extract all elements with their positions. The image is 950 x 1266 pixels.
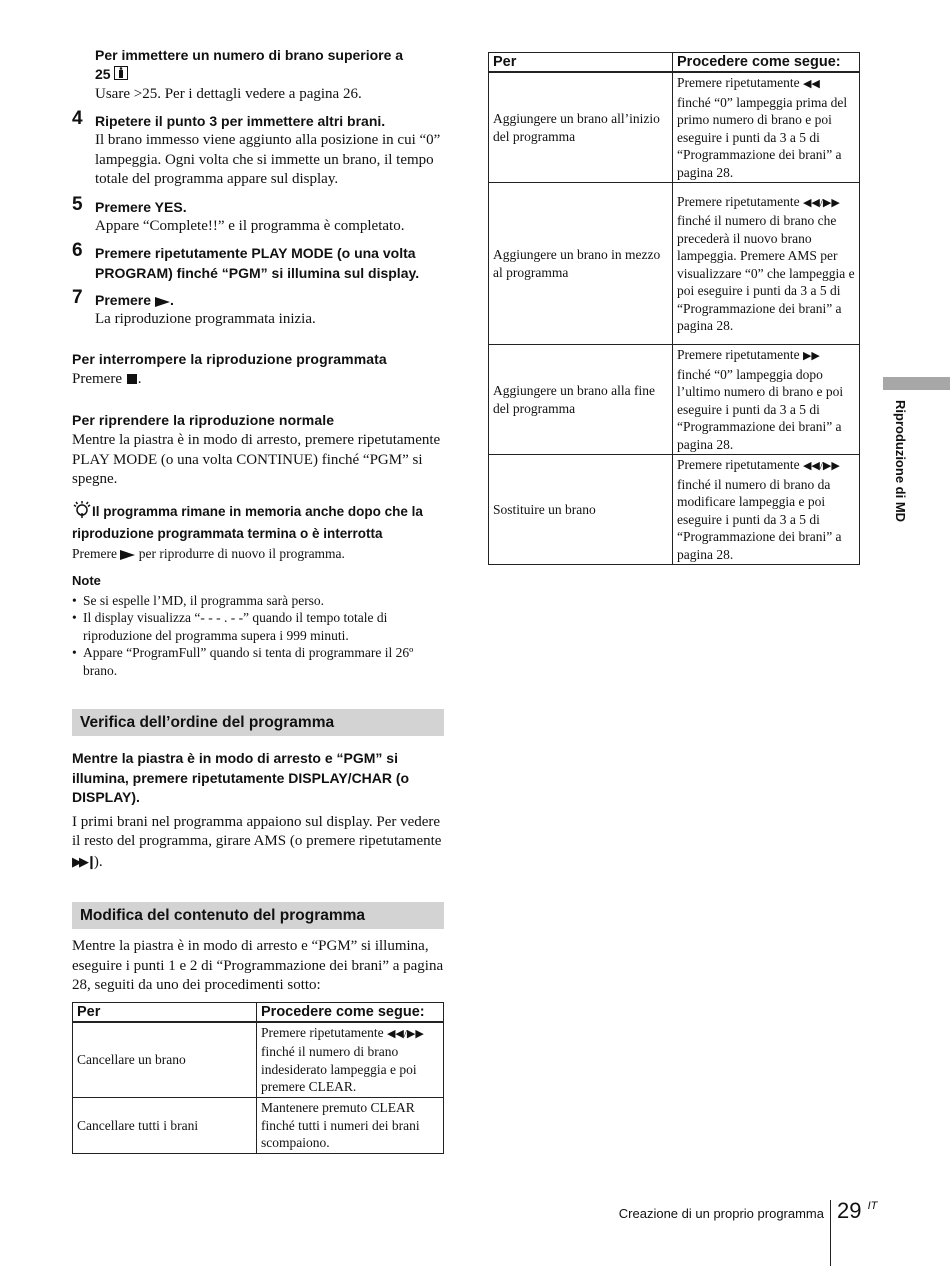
table-cell-per: Aggiungere un brano in mezzo al programma bbox=[489, 183, 673, 345]
page-language: IT bbox=[867, 1200, 878, 1212]
step-number: 5 bbox=[72, 193, 83, 215]
procedure-pre: Premere ripetutamente bbox=[677, 193, 800, 209]
modify-table bbox=[72, 1002, 444, 1154]
step-7 bbox=[72, 287, 444, 330]
remote-icon bbox=[114, 66, 128, 85]
table-cell-per: Cancellare un brano bbox=[73, 1022, 257, 1098]
step-title: Premere YES. bbox=[95, 198, 187, 215]
intro-heading-line1: Per immettere un numero di brano superiore a bbox=[95, 47, 404, 63]
footer-divider bbox=[830, 1200, 831, 1266]
table-cell-per: Aggiungere un brano all’inizio del programma bbox=[489, 72, 673, 183]
right-column bbox=[488, 52, 860, 565]
note-item: • Il display visualizza “- - - . - -” quando il tempo totale di riproduzione del programma supera i 999 minuti. bbox=[72, 609, 444, 644]
table-row bbox=[489, 72, 860, 183]
next-track-icon: ▶▶❙ bbox=[72, 853, 94, 869]
tip-text bbox=[72, 545, 444, 563]
table-cell-procedure bbox=[673, 72, 860, 183]
tip-text-pre: Premere bbox=[72, 545, 117, 561]
note-list bbox=[72, 592, 444, 680]
table-cell-procedure bbox=[673, 455, 860, 565]
table-header-procedure: Procedere come segue: bbox=[673, 53, 860, 73]
note-block bbox=[72, 571, 444, 680]
stop-heading: Per interrompere la riproduzione programmata bbox=[72, 350, 387, 367]
table-header-per: Per bbox=[489, 53, 673, 73]
step-title: Ripetere il punto 3 per immettere altri brani. bbox=[95, 113, 386, 130]
procedure-pre: Premere ripetutamente bbox=[261, 1024, 384, 1040]
note-item: • Se si espelle l’MD, il programma sarà perso. bbox=[72, 592, 444, 610]
tip-heading bbox=[72, 501, 444, 543]
play-icon bbox=[120, 550, 135, 560]
table-cell-per: Sostituire un brano bbox=[489, 455, 673, 565]
skip-buttons-icon: ◀◀/▶▶ bbox=[386, 1027, 424, 1040]
modify-text: Mentre la piastra è in modo di arresto e “PGM” si illumina, eseguire i punti 1 e 2 di “Programmazione dei brani” a pagina 28, seguiti da uno dei procedimenti sotto: bbox=[72, 938, 444, 994]
verify-section-title: Verifica dell’ordine del programma bbox=[72, 709, 444, 736]
verify-text-end: ). bbox=[93, 853, 103, 870]
stop-icon bbox=[127, 374, 137, 384]
table-header-per: Per bbox=[73, 1002, 257, 1022]
intro-heading-line2: 25 bbox=[95, 66, 111, 82]
step-title-end: . bbox=[169, 292, 174, 309]
verify-instruction: Mentre la piastra è in modo di arresto e “PGM” si illumina, premere ripetutamente DISPLAY/CHAR (o DISPLAY). bbox=[72, 750, 410, 806]
procedure-pre: Premere ripetutamente bbox=[677, 75, 800, 90]
resume-heading: Per riprendere la riproduzione normale bbox=[72, 412, 335, 429]
stop-text bbox=[72, 370, 444, 390]
step-title bbox=[95, 290, 444, 310]
stop-text-post: . bbox=[137, 370, 142, 387]
add-table bbox=[488, 52, 860, 565]
verify-text-body: I primi brani nel programma appaiono sul display. Per vedere il resto del programma, girare AMS (o premere ripetutamente bbox=[72, 813, 442, 850]
intro-block bbox=[72, 46, 444, 104]
tip-text-post: per riprodurre di nuovo il programma. bbox=[138, 545, 345, 561]
tip-heading-text: Il programma rimane in memoria anche dopo che la riproduzione programmata termina o è interrotta bbox=[72, 503, 423, 541]
resume-text: Mentre la piastra è in modo di arresto, premere ripetutamente PLAY MODE (o una volta CONTINUE) finché “PGM” si spegne. bbox=[72, 432, 441, 488]
skip-buttons-icon: ◀◀/▶▶ bbox=[802, 460, 840, 472]
table-cell-per: Aggiungere un brano alla fine del programma bbox=[489, 345, 673, 455]
stop-text-pre: Premere bbox=[72, 370, 122, 387]
table-row bbox=[489, 183, 860, 345]
skip-buttons-icon: ◀◀/▶▶ bbox=[802, 196, 840, 209]
table-cell-procedure bbox=[257, 1022, 444, 1098]
table-row bbox=[73, 1097, 444, 1153]
step-4 bbox=[72, 108, 444, 190]
table-header-row bbox=[73, 1002, 444, 1022]
step-title: Premere ripetutamente PLAY MODE (o una volta PROGRAM) finché “PGM” si illumina sul display. bbox=[95, 245, 420, 282]
procedure-post: finché il numero di brano da modificare lampeggia e poi eseguire i punti da 3 a 5 di “Programmazione dei brani” a pagina 28. bbox=[677, 476, 842, 562]
table-row bbox=[73, 1022, 444, 1098]
procedure-post: finché il numero di brano che precederà il nuovo brano lampeggia. Premere AMS per visualizzare “0” che lampeggia e poi eseguire i punti da 3 a 5 di “Programmazione dei brani” a pagina 28. bbox=[677, 213, 855, 333]
table-cell-procedure bbox=[673, 183, 860, 345]
procedure-post: finché “0” lampeggia dopo l’ultimo numero di brano e poi eseguire i punti da 3 a 5 di “Programmazione dei brani” a pagina 28. bbox=[677, 366, 844, 452]
note-label: Note bbox=[72, 572, 101, 588]
step-body: Appare “Complete!!” e il programma è completato. bbox=[95, 217, 405, 234]
side-tab-marker bbox=[883, 377, 950, 390]
footer-section-title: Creazione di un proprio programma bbox=[618, 1206, 824, 1221]
step-number: 6 bbox=[72, 240, 83, 262]
table-cell-per: Cancellare tutti i brani bbox=[73, 1097, 257, 1153]
step-6 bbox=[72, 240, 444, 283]
intro-heading bbox=[95, 46, 444, 85]
step-title-text: Premere bbox=[95, 292, 152, 309]
left-column bbox=[72, 46, 444, 1154]
side-tab-label: Riproduzione di MD bbox=[893, 400, 908, 523]
step-body: La riproduzione programmata inizia. bbox=[95, 311, 316, 328]
modify-section-title: Modifica del contenuto del programma bbox=[72, 902, 444, 929]
lightbulb-icon bbox=[72, 501, 92, 524]
table-row bbox=[489, 345, 860, 455]
step-number: 4 bbox=[72, 108, 83, 130]
procedure-post: finché il numero di brano indesiderato lampeggia e poi premere CLEAR. bbox=[261, 1044, 417, 1095]
table-header-procedure: Procedere come segue: bbox=[257, 1002, 444, 1022]
note-item: • Appare “ProgramFull” quando si tenta di programmare il 26º brano. bbox=[72, 644, 444, 679]
intro-text: Usare >25. Per i dettagli vedere a pagina 26. bbox=[95, 85, 362, 102]
procedure-post: finché “0” lampeggia prima del primo numero di brano e poi eseguire i punti da 3 a 5 di “Programmazione dei brani” a pagina 28. bbox=[677, 94, 848, 180]
fast-forward-icon: ▶▶ bbox=[802, 350, 820, 362]
step-number: 7 bbox=[72, 287, 83, 309]
step-body: Il brano immesso viene aggiunto alla posizione in cui “0” lampeggia. Ogni volta che si immette un brano, il tempo totale del programma appare sul display. bbox=[95, 132, 441, 188]
table-row bbox=[489, 455, 860, 565]
verify-text bbox=[72, 813, 444, 873]
play-icon bbox=[155, 297, 170, 307]
procedure-pre: Premere ripetutamente bbox=[677, 347, 800, 362]
procedure-pre: Premere ripetutamente bbox=[677, 457, 800, 472]
table-cell-procedure: Mantenere premuto CLEAR finché tutti i numeri dei brani scompaiono. bbox=[257, 1097, 444, 1153]
table-cell-procedure bbox=[673, 345, 860, 455]
page-number bbox=[837, 1198, 877, 1224]
table-header-row bbox=[489, 53, 860, 73]
page-number-value: 29 bbox=[837, 1198, 862, 1223]
rewind-icon: ◀◀ bbox=[802, 78, 820, 90]
step-5 bbox=[72, 193, 444, 237]
tip-block bbox=[72, 501, 444, 563]
